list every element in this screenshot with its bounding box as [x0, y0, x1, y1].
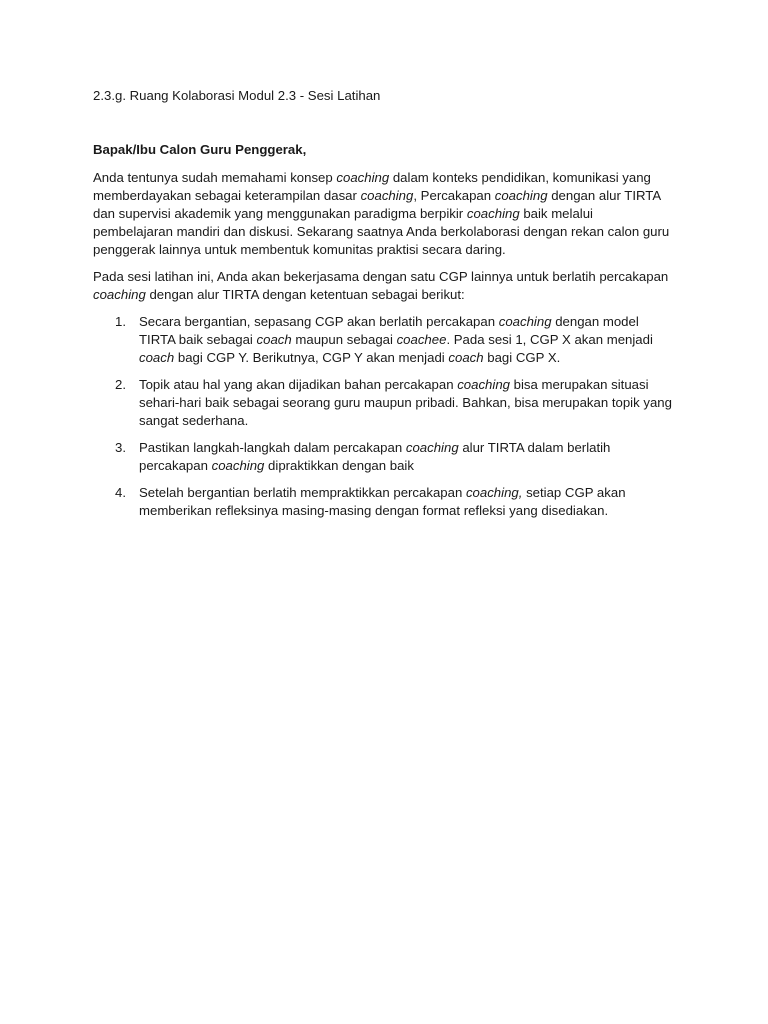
document-page — [93, 87, 673, 529]
italic-term: coaching — [466, 206, 520, 221]
list-item-number: 1. — [115, 314, 126, 329]
list-item-number: 2. — [115, 377, 126, 392]
italic-term: coach — [139, 350, 175, 365]
italic-term: coaching — [494, 188, 548, 203]
italic-term: coaching — [457, 377, 510, 392]
session-paragraph: Pada sesi latihan ini, Anda akan bekerjasama dengan satu CGP lainnya untuk berlatih percakapan coaching dengan alur TIRTA dengan ketentuan sebagai berikut: — [93, 269, 669, 302]
italic-term: coaching — [405, 440, 459, 455]
italic-term: coaching — [360, 188, 414, 203]
list-item — [93, 439, 673, 475]
list-item-text: Secara bergantian, sepasang CGP akan berlatih percakapan coaching dengan model TIRTA baik sebagai coach maupun sebagai coachee. Pada sesi 1, CGP X akan menjadi coach bagi CGP Y. Berikutnya, CGP Y akan menjadi coach bagi CGP X. — [139, 314, 653, 365]
italic-term: coaching, — [465, 485, 523, 500]
list-item-number: 4. — [115, 485, 126, 500]
greeting: Bapak/Ibu Calon Guru Penggerak, — [93, 142, 307, 157]
list-item-text: Topik atau hal yang akan dijadikan bahan percakapan coaching bisa merupakan situasi sehari-hari baik sebagai seorang guru maupun pribadi. Bahkan, bisa merupakan topik yang sangat sederhana. — [139, 377, 672, 428]
list-item — [93, 313, 673, 367]
italic-term: coaching — [498, 314, 552, 329]
list-item — [93, 484, 673, 520]
list-item-number: 3. — [115, 440, 126, 455]
italic-term: coaching — [211, 458, 265, 473]
list-item-text: Setelah bergantian berlatih mempraktikkan percakapan coaching, setiap CGP akan memberikan refleksinya masing-masing dengan format refleksi yang disediakan. — [139, 485, 626, 518]
italic-term: coach — [448, 350, 484, 365]
italic-term: coaching — [93, 287, 146, 302]
intro-paragraph: Anda tentunya sudah memahami konsep coaching dalam konteks pendidikan, komunikasi yang memberdayakan sebagai keterampilan dasar coaching, Percakapan coaching dengan alur TIRTA dan supervisi akademik yang menggunakan paradigma berpikir coaching baik melalui pembelajaran mandiri dan diskusi. Sekarang saatnya Anda berkolaborasi dengan rekan calon guru penggerak lainnya untuk membentuk komunitas praktisi secara daring. — [93, 170, 670, 257]
list-item — [93, 376, 673, 430]
list-item-text: Pastikan langkah-langkah dalam percakapan coaching alur TIRTA dalam berlatih percakapan coaching dipraktikkan dengan baik — [139, 440, 611, 473]
italic-term: coaching — [336, 170, 390, 185]
italic-term: coachee — [396, 332, 447, 347]
italic-term: coach — [256, 332, 292, 347]
document-title: 2.3.g. Ruang Kolaborasi Modul 2.3 - Sesi Latihan — [93, 88, 381, 103]
rules-list — [93, 313, 673, 520]
